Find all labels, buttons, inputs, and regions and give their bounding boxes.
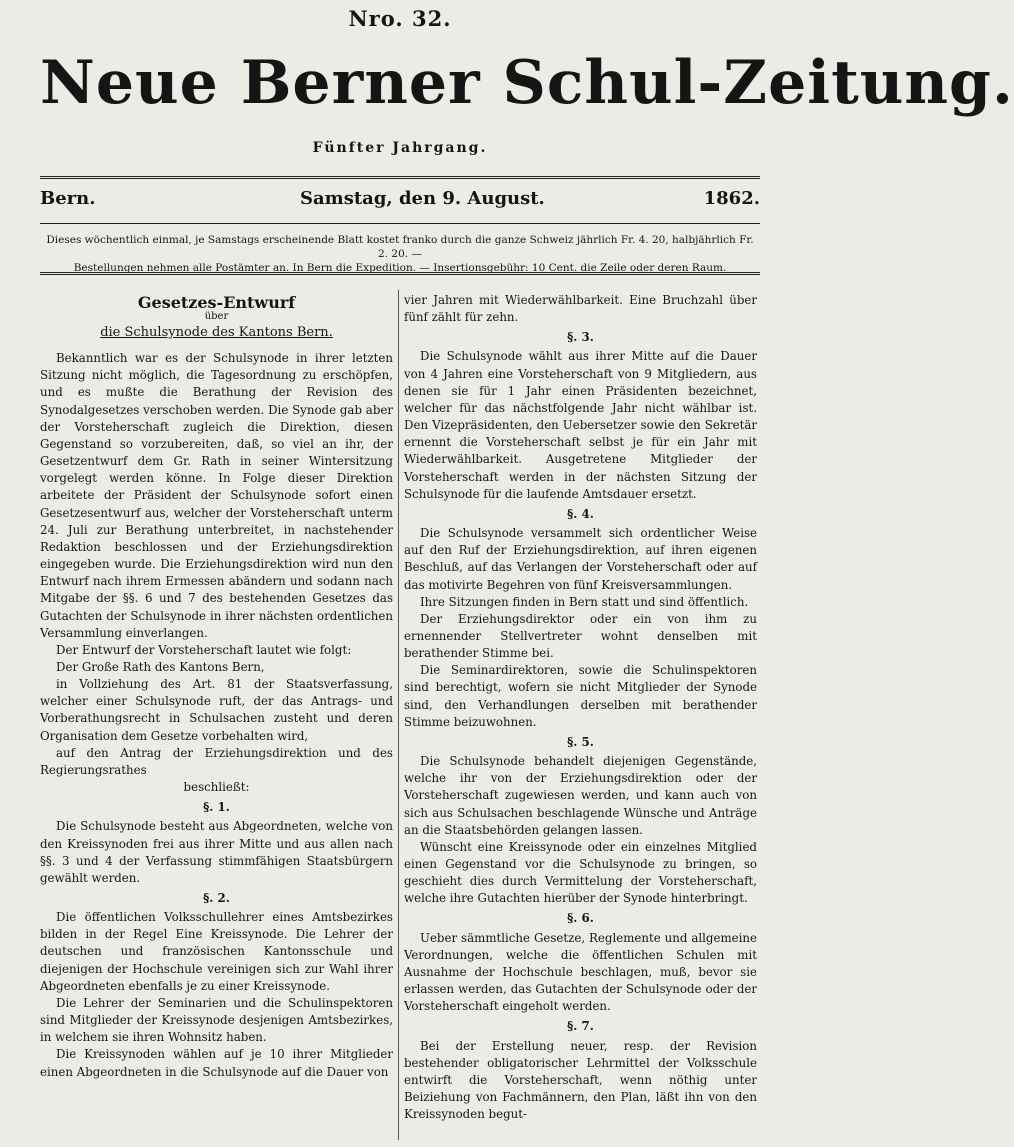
paragraph: Ihre Sitzungen finden in Bern statt und sind öffentlich.	[420, 594, 749, 609]
dateline-place: Bern.	[40, 188, 96, 209]
paragraph: Der Entwurf der Vorsteherschaft lautet wie folgt:	[56, 642, 352, 657]
left-column	[40, 292, 393, 1081]
article-heading: Gesetzes-Entwurf	[137, 293, 296, 312]
masthead-rule	[40, 176, 760, 179]
paragraph: Der Große Rath des Kantons Bern,	[56, 659, 265, 674]
paragraph: Der Erziehungsdirektor oder ein von ihm zu ernennender Stellvertreter wohnt denselben mit berathender Stimme bei.	[404, 611, 757, 661]
paragraph: auf den Antrag der Erziehungsdirektion und des Regierungsrathes	[40, 745, 393, 777]
section-heading: §. 6.	[567, 911, 594, 926]
masthead-title: Neue Berner Schul-Zeitung.	[40, 48, 1014, 118]
paragraph: Die Schulsynode wählt aus ihrer Mitte auf die Dauer von 4 Jahren eine Vorsteherschaft von 9 Mitgliedern, aus denen sie für 1 Jahr einen Präsidenten bezeichnet, welcher für das nächstfolgende Jahr nicht wählbar ist. Den Vizepräsidenten, den Uebersetzer sowie den Sekretär ernennt die Vorsteherschaft selbst je für ein Jahr mit Wiederwählbarkeit. Ausgetretene Mitglieder der Vorsteherschaft werden in der nächsten Sitzung der Schulsynode für die laufende Amtsdauer ersetzt.	[404, 349, 757, 501]
right-column	[404, 292, 757, 1123]
paragraph: Die Schulsynode besteht aus Abgeordneten, welche von den Kreissynoden frei aus ihrer Mitte und aus allen nach §§. 3 und 4 der Verfassung stimmfähigen Staatsbürgern gewählt werden.	[40, 819, 393, 885]
article-subheading: die Schulsynode des Kantons Bern.	[100, 325, 333, 341]
dateline	[40, 188, 760, 214]
paragraph: Die öffentlichen Volksschullehrer eines Amtsbezirkes bilden in der Regel Eine Kreissynode. Die Lehrer der deutschen und französischen Kantonsschule und diejenigen der Hochschule vereinigen sich zur Wahl ihrer Abgeordneten ebenfalls je zu einer Kreissynode.	[40, 910, 393, 993]
notice-line-1: Dieses wöchentlich einmal, je Samstags erscheinende Blatt kostet franko durch die ganze Schweiz jährlich Fr. 4. 20, halbjährlich Fr. 2. 20. —	[46, 234, 754, 260]
dateline-year: 1862.	[703, 188, 760, 209]
paragraph: Bekanntlich war es der Schulsynode in ihrer letzten Sitzung nicht möglich, die Tagesordnung zu erschöpfen, und es mußte die Berathung der Revision des Synodalgesetzes verschoben werden. Die Synode gab aber der Vorsteherschaft zugleich die Direktion, diesen Gegenstand so vorzubereiten, daß, so viel an ihr, der Gesetzentwurf dem Gr. Rath in seiner Wintersitzung vorgelegt werden könne. In Folge dieser Direktion arbeitete der Präsident der Schulsynode sofort einen Gesetzesentwurf aus, welcher der Vorsteherschaft unterm 24. Juli zur Berathung unterbreitet, in nachstehender Redaktion beschlossen und der Erziehungsdirektion eingegeben wurde. Die Erziehungsdirektion wird nun den Entwurf nach ihrem Ermessen abändern und sodann nach Mitgabe der §§. 6 und 7 des bestehenden Gesetzes das Gutachten der Schulsynode in ihrer nächsten ordentlichen Versammlung einverlangen.	[40, 351, 393, 640]
paragraph: Die Kreissynoden wählen auf je 10 ihrer Mitglieder einen Abgeordneten in die Schulsynode auf die Dauer von	[40, 1047, 393, 1079]
paragraph: vier Jahren mit Wiederwählbarkeit. Eine Bruchzahl über fünf zählt für zehn.	[404, 293, 757, 325]
dateline-date: Samstag, den 9. August.	[300, 188, 545, 209]
section-heading: §. 2.	[203, 891, 230, 905]
section-heading: §. 3.	[567, 330, 594, 345]
notice-rule	[40, 272, 760, 275]
column-separator	[398, 290, 399, 1140]
paragraph: Die Lehrer der Seminarien und die Schulinspektoren sind Mitglieder der Kreissynode desjenigen Amtsbezirkes, in welchem sie ihren Wohnsitz haben.	[40, 995, 393, 1045]
resolution-word: beschließt:	[183, 780, 250, 795]
notice-line-2: Bestellungen nehmen alle Postämter an. In Bern die Expedition. — Insertionsgebühr: 10 Cent. die Zeile oder deren Raum.	[73, 262, 727, 274]
paragraph: Die Seminardirektoren, sowie die Schulinspektoren sind berechtigt, wofern sie nicht Mitglieder der Synode sind, den Verhandlungen derselben mit berathender Stimme beizuwohnen.	[404, 663, 757, 729]
section-heading: §. 1.	[203, 800, 230, 815]
section-heading: §. 4.	[567, 506, 594, 521]
paragraph: Wünscht eine Kreissynode oder ein einzelnes Mitglied einen Gegenstand vor die Schulsynode zu bringen, so geschieht dies durch Vermittelung der Vorsteherschaft, welche ihre Gutachten hierüber der Synode hinterbringt.	[404, 839, 757, 906]
paragraph: Die Schulsynode behandelt diejenigen Gegenstände, welche ihr von der Erziehungsdirektion oder der Vorsteherschaft zugewiesen werden, und kann auch von sich aus Schulsachen beschlagende Wünsche und Anträge an die Staatsbehörden gelangen lassen.	[404, 754, 757, 837]
article-over: über	[204, 311, 229, 323]
paragraph: Bei der Erstellung neuer, resp. der Revision bestehender obligatorischer Lehrmittel der Volksschule entwirft die Vorsteherschaft, wenn nöthig unter Beiziehung von Fachmännern, den Plan, läßt ihn von den Kreissynoden begut-	[404, 1038, 757, 1122]
paragraph: Die Schulsynode versammelt sich ordentlicher Weise auf den Ruf der Erziehungsdirektion, auf ihren eigenen Beschluß, auf das Verlangen der Vorsteherschaft oder auf das motivirte Begehren von fünf Kreisversammlungen.	[404, 526, 757, 592]
section-heading: §. 7.	[567, 1019, 594, 1034]
subscription-notice	[40, 233, 760, 275]
volume-subtitle: Fünfter Jahrgang.	[312, 140, 488, 156]
section-heading: §. 5.	[567, 734, 594, 749]
issue-number: Nro. 32.	[348, 6, 452, 31]
dateline-rule	[40, 223, 760, 224]
paragraph: in Vollziehung des Art. 81 der Staatsverfassung, welcher einer Schulsynode ruft, der das Antrags- und Vorberathungsrecht in Schulsachen zusteht und deren Organisation dem Gesetze vorbehalten wird,	[40, 677, 393, 743]
paragraph: Ueber sämmtliche Gesetze, Reglemente und allgemeine Verordnungen, welche die öffentlichen Schulen mit Ausnahme der Hochschule beschlagen, muß, bevor sie erlassen werden, das Gutachten der Schulsynode oder der Vorsteherschaft eingeholt werden.	[404, 930, 757, 1014]
